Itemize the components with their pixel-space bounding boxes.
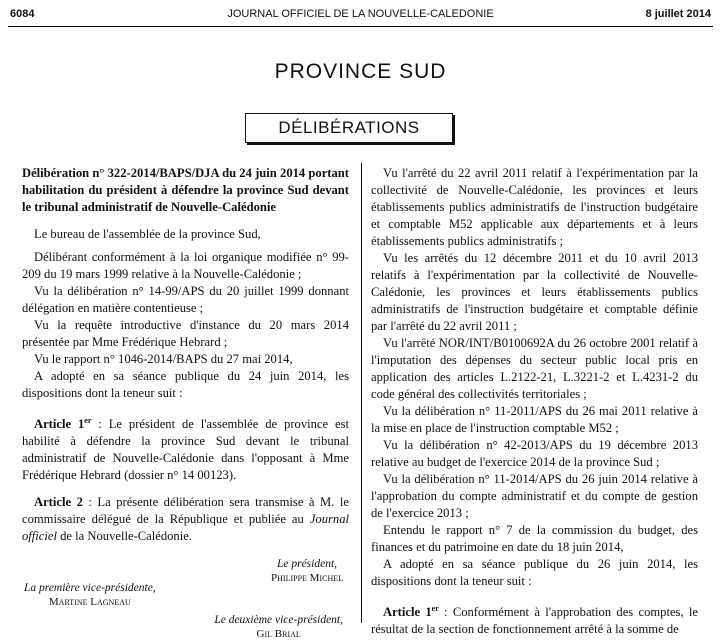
paragraph: Entendu le rapport n° 7 de la commission du budget, des finances et du patrimoine en date du 18 juin 2014, <box>371 523 698 554</box>
right-column <box>371 165 698 638</box>
article-label: Article 1er <box>34 415 92 431</box>
paragraph: Vu la délibération n° 11-2011/APS du 26 mai 2011 relative à la mise en place de l'instruction comptable M52 ; <box>371 404 698 435</box>
journal-title: JOURNAL OFFICIEL DE LA NOUVELLE-CALEDONIE <box>227 8 494 20</box>
header-rule <box>8 26 713 27</box>
paragraph: Vu l'arrêté NOR/INT/B0100692A du 26 octobre 2001 relatif à l'imputation des dépenses du secteur public local pris en application des articles L.2122-21, L.3221-2 et L.4231-2 du code général des collectivités territoriales ; <box>371 336 698 401</box>
article-1: Article 1er : Le président de l'assemblée de province est habilité à défendre la province Sud devant le tribunal administratif de Nouvelle-Calédonie dans l'opposant à Mme Frédérique Hebrard (dossier n° 14 00123). <box>22 415 349 482</box>
paragraph: A adopté en sa séance publique du 24 juin 2014, les dispositions dont la teneur suit : <box>22 369 349 400</box>
article-1: Article 1er : Conformément à l'approbation des comptes, le résultat de la section de fonctionnement arrêté à la somme de <box>371 603 698 636</box>
paragraph: Vu la délibération n° 11-2014/APS du 26 juin 2014 relative à l'approbation du compte administratif et du compte de gestion de l'exercice 2013 ; <box>371 472 698 520</box>
paragraph: Le bureau de l'assemblée de la province Sud, <box>34 227 261 241</box>
paragraph: Vu le rapport n° 1046-2014/BAPS du 27 mai 2014, <box>34 352 293 366</box>
issue-date: 8 juillet 2014 <box>645 8 711 20</box>
paragraph: A adopté en sa séance publique du 26 juin 2014, les dispositions dont la teneur suit : <box>371 557 698 588</box>
article-2: Article 2 : La présente délibération sera transmise à M. le commissaire délégué de la République et publiée au Journal officiel de la Nouvelle-Calédonie. <box>22 495 349 543</box>
section-title-box: DÉLIBÉRATIONS <box>245 113 453 143</box>
signature-president: Le président, Philippe Michel <box>271 558 343 584</box>
page-title: PROVINCE SUD <box>274 60 447 83</box>
paragraph: Vu la délibération n° 14-99/APS du 20 juillet 1999 donnant délégation en matière contentieuse ; <box>22 284 349 315</box>
article-label: Article 2 <box>34 495 83 509</box>
paragraph: Vu la requête introductive d'instance du 20 mars 2014 présentée par Mme Frédérique Hebrard ; <box>22 318 349 349</box>
paragraph: Vu la délibération n° 42-2013/APS du 19 décembre 2013 relative au budget de l'exercice 2014 de la province Sud ; <box>371 438 698 469</box>
paragraph: Délibérant conformément à la loi organique modifiée n° 99-209 du 19 mars 1999 relative à la Nouvelle-Calédonie ; <box>22 250 349 281</box>
article-label: Article 1er <box>383 603 439 619</box>
paragraph: Vu l'arrêté du 22 avril 2011 relatif à l'expérimentation par la collectivité de Nouvelle-Calédonie, les provinces et leurs établissements publics administratifs de l'instruction budgétaire et comptable M52 applicable aux départements et à leurs établissements publics administratifs ; <box>371 166 698 248</box>
signature-second-vice-president: Le deuxième vice-président, Gil Brial <box>214 614 343 640</box>
deliberation-heading: Délibération n° 322-2014/BAPS/DJA du 24 juin 2014 portant habilitation du président à défendre la province Sud devant le tribunal administratif de Nouvelle-Calédonie <box>22 166 349 214</box>
signature-block <box>22 545 349 640</box>
page-number: 6084 <box>10 8 35 20</box>
column-divider <box>361 163 362 623</box>
paragraph: Vu les arrêtés du 12 décembre 2011 et du 10 avril 2013 relatifs à l'expérimentation par la collectivité de Nouvelle-Calédonie, les provinces et leurs établissements publics administratifs de l'instruction budgétaire et comptable définie par l'arrêté du 22 avril 2011 ; <box>371 251 698 333</box>
signature-first-vice-president: La première vice-présidente, Martine Lagneau <box>24 582 156 608</box>
left-column <box>22 165 349 640</box>
running-header <box>8 8 713 26</box>
